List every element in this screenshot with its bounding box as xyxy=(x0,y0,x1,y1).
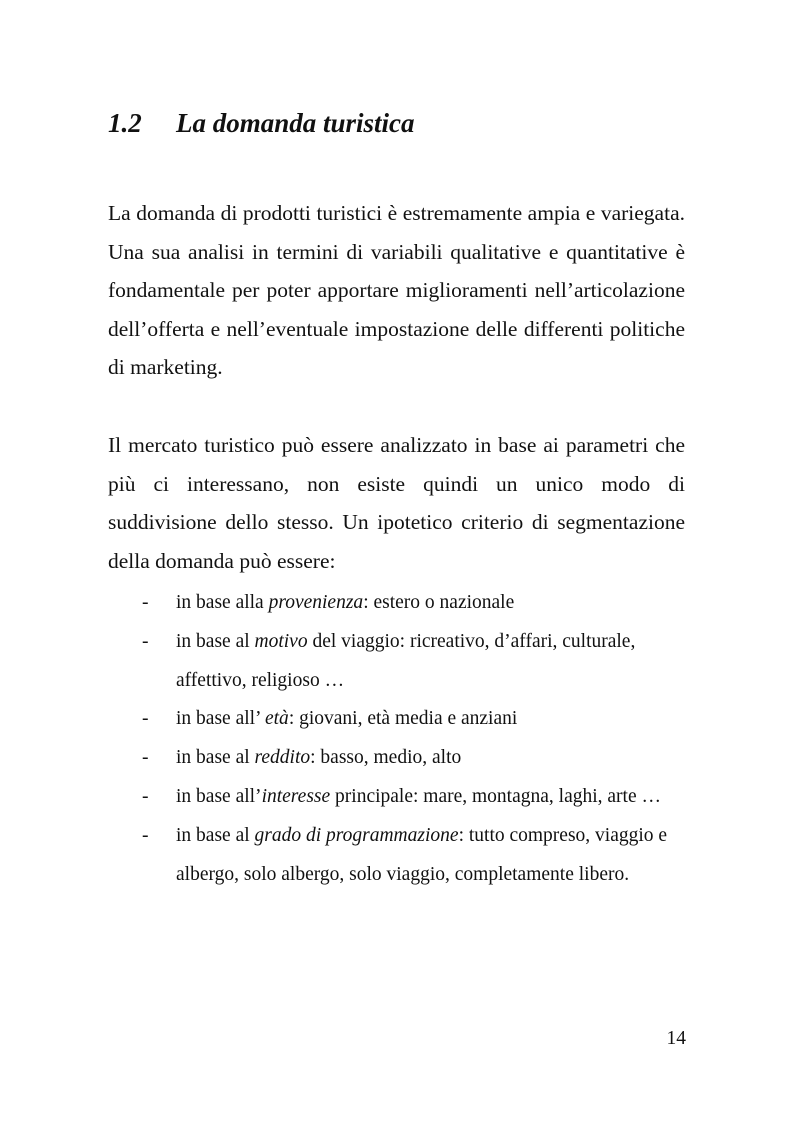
list-term: motivo xyxy=(254,630,308,652)
list-item: - in base all’ età: giovani, età media e anziani xyxy=(108,700,708,739)
list-bullet: - xyxy=(142,824,149,846)
list-item: - in base al motivo del viaggio: ricreativo, d’affari, culturale, affettivo, religioso … xyxy=(108,623,708,701)
page-number: 14 xyxy=(666,1028,686,1049)
list-bullet: - xyxy=(142,630,149,652)
section-title: La domanda turistica xyxy=(176,108,415,138)
list-item: - in base alla provenienza: estero o nazionale xyxy=(108,584,708,623)
list-term: provenienza xyxy=(268,592,364,613)
section-heading xyxy=(108,108,415,139)
list-term: età xyxy=(264,708,289,730)
list-bullet: - xyxy=(142,708,149,730)
list-term: grado di programmazione xyxy=(254,824,459,846)
segmentation-list xyxy=(108,584,708,894)
list-term: reddito xyxy=(254,747,311,769)
list-item: - in base all’interesse principale: mare, montagna, laghi, arte … xyxy=(108,778,708,817)
list-bullet: - xyxy=(142,592,149,613)
list-bullet: - xyxy=(142,747,149,769)
paragraph-market: Il mercato turistico può essere analizzato in base ai parametri che più ci interessano, non esiste quindi un unico modo di suddivisione dello stesso. Un ipotetico criterio di segmentazione della domanda può essere: xyxy=(108,433,685,573)
paragraph-intro: La domanda di prodotti turistici è estremamente ampia e variegata. Una sua analisi in termini di variabili qualitative e quantitative è fondamentale per poter apportare miglioramenti nell’articolazione dell’offerta e nell’eventuale impostazione delle differenti politiche di marketing. xyxy=(108,201,685,380)
list-item: - in base al reddito: basso, medio, alto xyxy=(108,739,708,778)
list-term: interesse xyxy=(261,785,331,807)
list-item: - in base al grado di programmazione: tutto compreso, viaggio e albergo, solo albergo, solo viaggio, completamente libero. xyxy=(108,817,708,895)
section-number: 1.2 xyxy=(108,108,142,138)
list-bullet: - xyxy=(142,785,149,807)
